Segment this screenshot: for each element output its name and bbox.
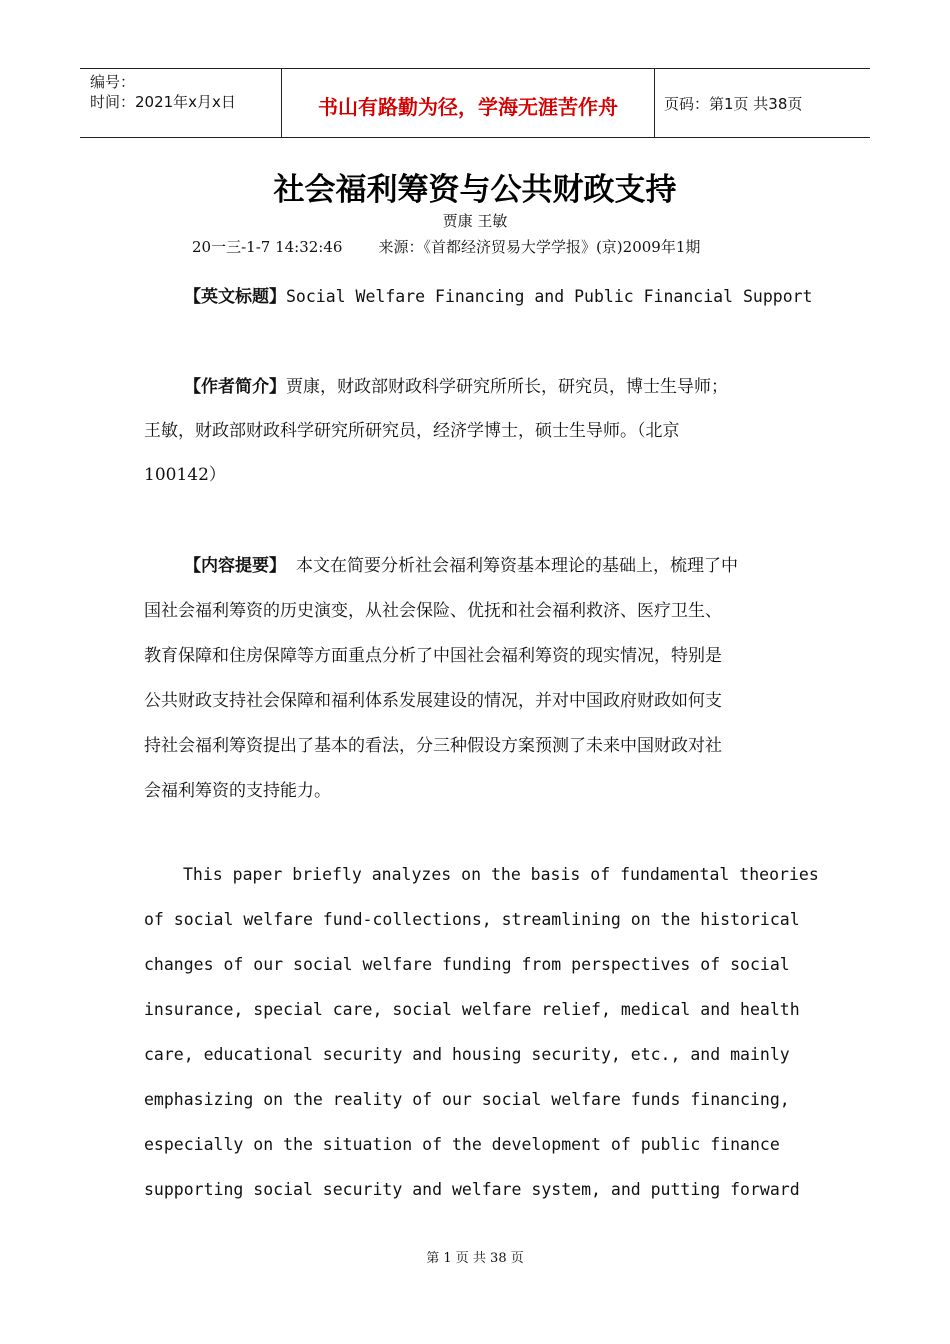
serial-label: 编号：	[90, 73, 136, 91]
author-intro-line: 王敏，财政部财政科学研究所研究员，经济学博士，硕士生导师。（北京	[144, 421, 680, 441]
english-abstract-line: changes of our social welfare funding from perspectives of social	[144, 955, 790, 974]
author-intro-line	[184, 372, 728, 397]
abstract-text: 本文在简要分析社会福利筹资基本理论的基础上，梳理了中	[296, 556, 738, 576]
abstract-line: 公共财政支持社会保障和福利体系发展建设的情况，并对中国政府财政如何支	[144, 691, 722, 711]
english-abstract-line: of social welfare fund-collections, streamlining on the historical	[144, 910, 800, 929]
english-abstract-line: insurance, special care, social welfare relief, medical and health	[144, 1000, 800, 1019]
abstract-line: 会福利筹资的支持能力。	[144, 781, 331, 801]
author-intro-text: 贾康，财政部财政科学研究所所长，研究员，博士生导师；	[286, 377, 728, 397]
abstract-line: 国社会福利筹资的历史演变，从社会保险、优抚和社会福利救济、医疗卫生、	[144, 601, 722, 621]
english-abstract-line: supporting social security and welfare system, and putting forward	[144, 1180, 800, 1199]
page-footer: 第 1 页 共 38 页	[426, 1251, 524, 1266]
header-page-info: 页码：第1页 共38页	[664, 95, 803, 113]
header-meta	[90, 72, 236, 112]
english-abstract-line: care, educational security and housing security, etc., and mainly	[144, 1045, 790, 1064]
page-title: 社会福利筹资与公共财政支持	[273, 172, 677, 208]
header-motto: 书山有路勤为径，学海无涯苦作舟	[318, 95, 618, 119]
english-abstract-line: emphasizing on the reality of our social welfare funds financing,	[144, 1090, 790, 1109]
source: 来源：《首都经济贸易大学学报》(京)2009年1期	[378, 238, 701, 256]
header-table	[80, 68, 870, 138]
author-intro-label: 【作者简介】	[184, 377, 286, 397]
english-title: Social Welfare Financing and Public Financial Support	[286, 287, 813, 306]
abstract-line: 持社会福利筹资提出了基本的看法，分三种假设方案预测了未来中国财政对社	[144, 736, 722, 756]
timestamp: 20一三-1-7 14:32:46	[192, 238, 343, 256]
abstract-line: 教育保障和住房保障等方面重点分析了中国社会福利筹资的现实情况，特别是	[144, 646, 722, 666]
header-divider	[654, 69, 655, 137]
date-label: 时间：2021年x月x日	[90, 93, 236, 111]
english-title-label: 【英文标题】	[184, 287, 286, 307]
authors: 贾康 王敏	[442, 212, 508, 230]
english-abstract-line: especially on the situation of the development of public finance	[144, 1135, 780, 1154]
english-abstract-line: This paper briefly analyzes on the basis of fundamental theories	[183, 865, 819, 884]
publication-meta	[192, 236, 700, 257]
abstract-label: 【内容提要】	[184, 556, 286, 576]
author-intro-line: 100142）	[144, 465, 226, 485]
english-title-row	[184, 282, 813, 307]
abstract-line	[184, 551, 738, 576]
